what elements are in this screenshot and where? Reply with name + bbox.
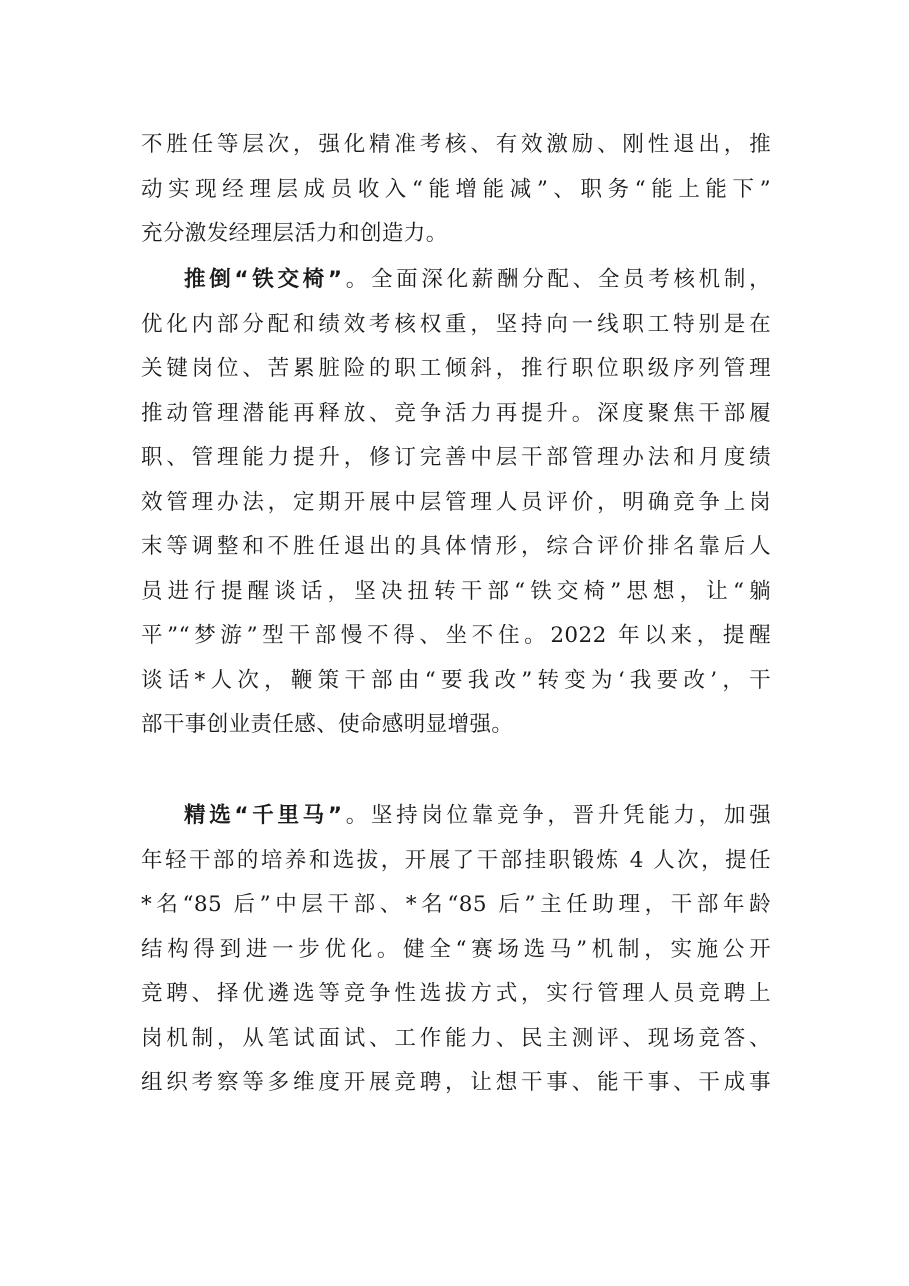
first-line: [141, 258, 771, 303]
paragraph-heading: 精选“千里马”: [184, 803, 343, 828]
text-line: 部干事创业责任感、使命感明显增强。: [141, 712, 514, 737]
text-line: *名“85 后”中层干部、*名“85 后”主任助理，干部年龄: [141, 892, 771, 917]
text-line: 结构得到进一步优化。健全“赛场选马”机制，实施公开: [141, 936, 771, 962]
text-line: 员进行提醒谈话，坚决扭转干部“铁交椅”思想，让“躺: [141, 578, 771, 604]
first-line-text: 。坚持岗位靠竞争，晋升凭能力，加强: [342, 803, 771, 828]
text-line: 优化内部分配和绩效考核权重，坚持向一线职工特别是在: [141, 311, 771, 337]
text-line: 推动管理潜能再释放、竞争活力再提升。深度聚焦干部履: [141, 400, 771, 426]
text-line: 效管理办法，定期开展中层管理人员评价，明确竞争上岗: [141, 489, 771, 515]
paragraph-iron-chair: [141, 258, 771, 748]
text-line: 末等调整和不胜任退出的具体情形，综合评价排名靠后人: [141, 534, 771, 559]
paragraph-heading: 推倒“铁交椅”: [184, 267, 343, 292]
text-line: 竞聘、择优遴选等竞争性选拔方式，实行管理人员竞聘上: [141, 981, 771, 1006]
text-line: 岗机制，从笔试面试、工作能力、民主测评、现场竞答、: [141, 1025, 771, 1051]
first-line-text: 。全面深化薪酬分配、全员考核机制，: [342, 267, 771, 292]
text-line: 不胜任等层次，强化精准考核、有效激励、刚性退出，推: [141, 132, 771, 157]
text-line: 充分激发经理层活力和创造力。: [141, 221, 448, 246]
text-line: 职、管理能力提升，修订完善中层干部管理办法和月度绩: [141, 445, 771, 470]
paragraph-fine-horse: [141, 794, 771, 1106]
text-line: 平”“梦游”型干部慢不得、坐不住。2022 年以来，提醒: [141, 623, 771, 648]
text-line: 组织考察等多维度开展竞聘，让想干事、能干事、干成事: [141, 1070, 771, 1095]
text-line: 谈话*人次，鞭策干部由“要我改”转变为‘我要改’，干: [141, 667, 771, 693]
text-line: 年轻干部的培养和选拔，开展了干部挂职锻炼 4 人次，提任: [141, 847, 771, 873]
paragraph-continuation: [141, 123, 771, 257]
text-line: 关键岗位、苦累脏险的职工倾斜，推行职位职级序列管理: [141, 356, 771, 381]
text-line: 动实现经理层成员收入“能增能减”、职务“能上能下”: [141, 176, 771, 202]
first-line: [141, 794, 771, 839]
